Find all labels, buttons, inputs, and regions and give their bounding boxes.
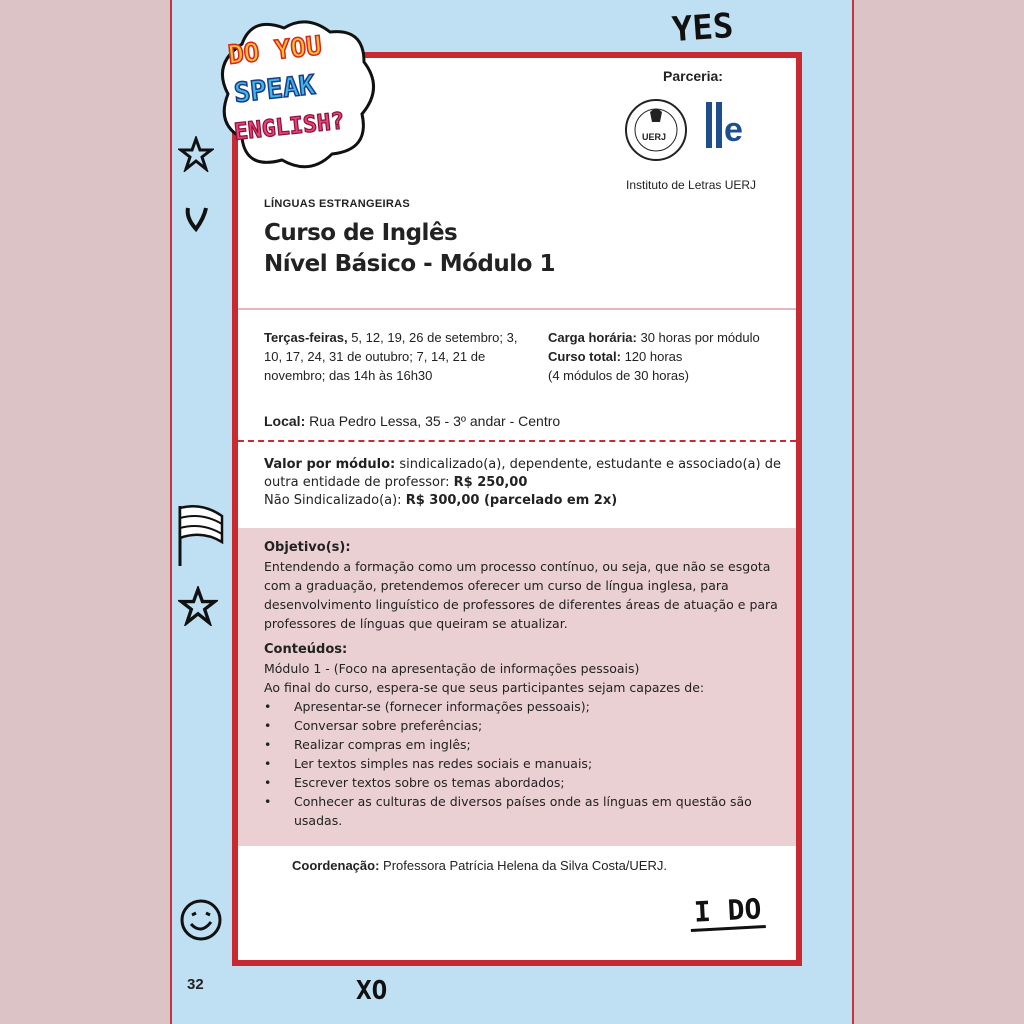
dashed-divider: [238, 440, 796, 442]
sticker-line1: DO YOU: [226, 31, 324, 71]
course-card: [232, 52, 802, 966]
schedule-text: 5, 12, 19, 26 de setembro; 3, 10, 17, 24, 31 de outubro; 7, 14, 21 de novembro; das 14h às 16h30: [264, 330, 518, 383]
total-value: 120 horas: [620, 349, 683, 364]
star-doodle-icon: [178, 586, 218, 626]
workload-value: 30 horas por módulo: [636, 330, 760, 345]
coordination: [292, 858, 667, 873]
location-value: Rua Pedro Lessa, 35 - 3º andar - Centro: [305, 413, 561, 429]
schedule-label: Terças-feiras,: [264, 330, 348, 345]
total-note: (4 módulos de 30 horas): [548, 368, 689, 383]
sticker-line3: ENGLISH?: [232, 108, 346, 146]
details-panel: [238, 528, 796, 846]
price-info: [264, 456, 784, 510]
price-value-member: R$ 250,00: [453, 475, 528, 490]
category-label: LÍNGUAS ESTRANGEIRAS: [264, 198, 410, 210]
total-label: Curso total:: [548, 349, 621, 364]
contents-intro: Ao final do curso, espera-se que seus participantes sejam capazes de:: [264, 680, 705, 695]
objective-text: Entendendo a formação como um processo contínuo, ou seja, que não se esgota com a graduação, pretendemos oferecer um curso de língua inglesa, para desenvolvimento linguístico de professores de diferentes áreas de atuação e para professores de línguas que queiram se atualizar.: [264, 559, 778, 631]
ile-logo: e: [706, 102, 760, 166]
objective-section: [264, 538, 784, 633]
yes-doodle: YES: [670, 5, 735, 51]
partner-label: Parceria:: [663, 68, 723, 84]
do-you-speak-english-sticker: [212, 14, 382, 178]
contents-title: Conteúdos:: [264, 642, 348, 657]
list-item: • Apresentar-se (fornecer informações pessoais);: [264, 697, 784, 716]
list-item: • Conversar sobre preferências;: [264, 716, 784, 735]
flag-doodle-icon: [174, 502, 226, 568]
heart-doodle-icon: [184, 204, 210, 232]
title-line1: Curso de Inglês: [264, 220, 458, 246]
list-item: • Ler textos simples nas redes sociais e manuais;: [264, 754, 784, 773]
list-item: • Escrever textos sobre os temas abordados;: [264, 773, 784, 792]
star-doodle-icon: [178, 136, 214, 172]
divider: [238, 308, 796, 310]
location: [264, 413, 560, 429]
coordination-label: Coordenação:: [292, 858, 380, 873]
sticker-line2: SPEAK: [232, 69, 317, 110]
workload-label: Carga horária:: [548, 330, 637, 345]
uerj-seal-icon: [624, 98, 688, 162]
contents-module: Módulo 1 - (Foco na apresentação de informações pessoais): [264, 661, 640, 676]
price-text-nonmember: Não Sindicalizado(a):: [264, 493, 406, 508]
institute-name: Instituto de Letras UERJ: [626, 178, 757, 192]
location-label: Local:: [264, 413, 306, 429]
xo-doodle: XO: [356, 976, 388, 1006]
schedule: [264, 328, 534, 385]
price-label: Valor por módulo:: [264, 457, 396, 472]
page-number: 32: [187, 976, 204, 993]
coordination-value: Professora Patrícia Helena da Silva Costa/UERJ.: [379, 858, 667, 873]
course-title: [264, 218, 555, 280]
price-text: sindicalizado(a), dependente, estudante e associado(a) de outra entidade de professor:: [264, 457, 781, 490]
i-do-doodle: I DO: [689, 892, 766, 932]
price-value-nonmember: R$ 300,00 (parcelado em 2x): [405, 493, 618, 508]
objective-title: Objetivo(s):: [264, 540, 351, 555]
list-item: • Realizar compras em inglês;: [264, 735, 784, 754]
smiley-doodle-icon: [178, 897, 224, 943]
uerj-seal-text: UERJ: [642, 132, 667, 142]
contents-section: [264, 640, 784, 830]
workload: [548, 328, 798, 385]
title-line2: Nível Básico - Módulo 1: [264, 251, 555, 277]
contents-list: [264, 697, 784, 830]
list-item: • Conhecer as culturas de diversos países onde as línguas em questão são usadas.: [264, 792, 784, 830]
